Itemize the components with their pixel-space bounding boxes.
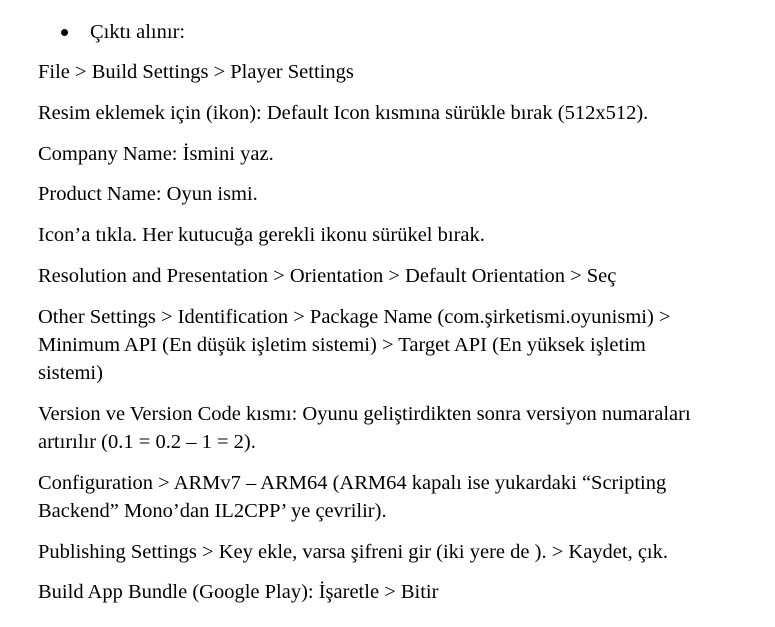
paragraph-product-name: Product Name: Oyun ismi.: [38, 183, 258, 205]
paragraph-version-line-1: Version ve Version Code kısmı: Oyunu geliştirdikten sonra versiyon numaraları: [38, 403, 691, 425]
paragraph-configuration-line-2: Backend” Mono’dan IL2CPP’ ye çevrilir).: [38, 500, 387, 522]
paragraph-configuration-line-1: Configuration > ARMv7 – ARM64 (ARM64 kapalı ise yukardaki “Scripting: [38, 472, 667, 494]
paragraph-publishing-settings: Publishing Settings > Key ekle, varsa şifreni gir (iki yere de ). > Kaydet, çık.: [38, 541, 669, 563]
bullet-icon: [61, 29, 68, 36]
paragraph-other-settings-line-3: sistemi): [38, 362, 103, 384]
paragraph-icon-instructions: Resim eklemek için (ikon): Default Icon kısmına sürükle bırak (512x512).: [38, 102, 649, 124]
paragraph-orientation: Resolution and Presentation > Orientation > Default Orientation > Seç: [38, 265, 617, 287]
bullet-item: Çıktı alınır:: [90, 21, 186, 43]
paragraph-other-settings-line-1: Other Settings > Identification > Package Name (com.şirketismi.oyunismi) >: [38, 306, 671, 328]
paragraph-build-app-bundle: Build App Bundle (Google Play): İşaretle > Bitir: [38, 581, 439, 603]
paragraph-icon-drag: Icon’a tıkla. Her kutucuğa gerekli ikonu sürükel bırak.: [38, 224, 485, 246]
paragraph-other-settings-line-2: Minimum API (En düşük işletim sistemi) > Target API (En yüksek işletim: [38, 334, 646, 356]
paragraph-version-line-2: artırılır (0.1 = 0.2 – 1 = 2).: [38, 431, 256, 453]
paragraph-player-settings: File > Build Settings > Player Settings: [38, 61, 354, 83]
paragraph-company-name: Company Name: İsmini yaz.: [38, 143, 274, 165]
